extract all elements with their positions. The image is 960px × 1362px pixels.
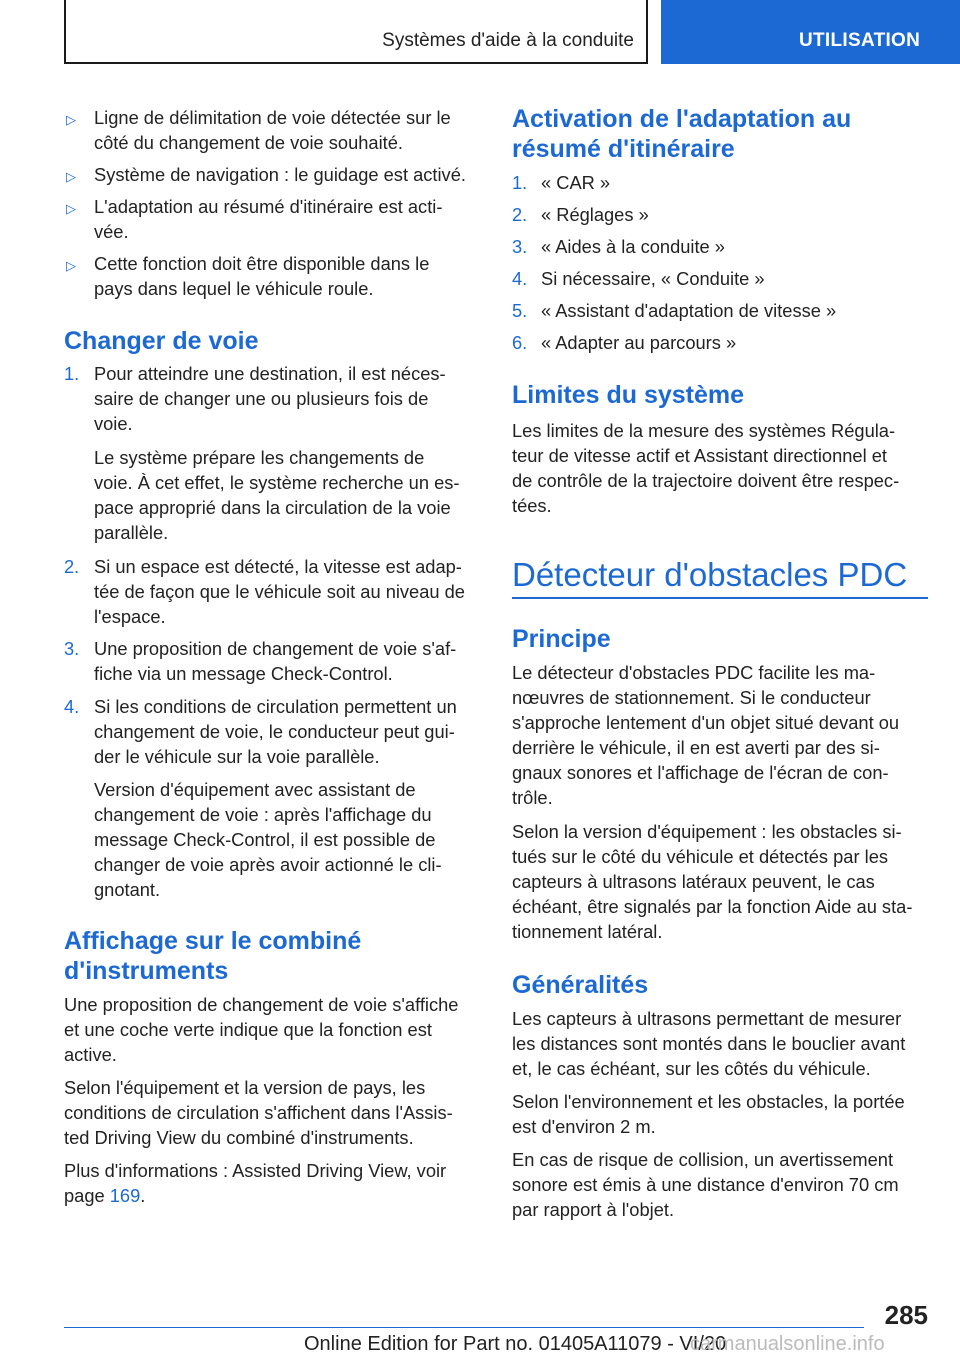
bullet-2-line-1: Système de navigation : le guidage est activé.	[94, 164, 466, 185]
display-p3-suffix: .	[140, 1185, 146, 1206]
step-1-line-3: voie.	[94, 413, 133, 434]
step-1-extra-2: voie. À cet effet, le système recherche un es-	[94, 472, 460, 493]
principle-p1-line-4: derrière le véhicule, il en est averti par des si-	[512, 737, 880, 758]
step-2-line-3: l'espace.	[94, 606, 166, 627]
display-p3-line-2	[64, 1183, 145, 1209]
step-1-extra-1: Le système prépare les changements de	[94, 447, 425, 468]
bullet-triangle-icon: ▷	[66, 112, 76, 127]
limits-heading: Limites du système	[512, 381, 745, 409]
step-number: 4.	[64, 696, 80, 717]
step-number: 2.	[64, 556, 80, 577]
activation-heading-line-2: résumé d'itinéraire	[512, 135, 735, 163]
bullet-3-line-1: L'adaptation au résumé d'itinéraire est acti-	[94, 196, 443, 217]
pdc-chapter-title: Détecteur d'obstacles PDC	[512, 556, 908, 593]
principle-heading: Principe	[512, 625, 611, 653]
bullet-4-line-2: pays dans lequel le véhicule roule.	[94, 278, 374, 299]
display-heading-line-1: Affichage sur le combiné	[64, 927, 362, 955]
activation-step-text: Si nécessaire, « Conduite »	[541, 268, 765, 289]
display-p2-line-1: Selon l'équipement et la version de pays, les	[64, 1077, 426, 1098]
step-2-line-2: tée de façon que le véhicule soit au niveau de	[94, 581, 465, 602]
activation-step-text: « Aides à la conduite »	[541, 236, 725, 257]
edition-footer: Online Edition for Part no. 01405A11079 - VI/20	[304, 1333, 727, 1355]
general-p1-line-1: Les capteurs à ultrasons permettant de mesurer	[512, 1008, 902, 1029]
principle-p2-line-5: tionnement latéral.	[512, 921, 663, 942]
general-heading: Généralités	[512, 971, 649, 999]
activation-heading-line-1: Activation de l'adaptation au	[512, 105, 852, 133]
step-4-extra-1: Version d'équipement avec assistant de	[94, 779, 416, 800]
step-number: 1.	[64, 363, 80, 384]
bullet-triangle-icon: ▷	[66, 258, 76, 273]
limits-line-1: Les limites de la mesure des systèmes Régula-	[512, 420, 896, 441]
step-4-line-3: der le véhicule sur la voie parallèle.	[94, 746, 380, 767]
page-reference-link[interactable]: 169	[109, 1185, 141, 1206]
principle-p2-line-4: échéant, être signalés par la fonction Aide au sta-	[512, 896, 913, 917]
activation-step-text: « Adapter au parcours »	[541, 332, 737, 353]
limits-line-2: teur de vitesse actif et Assistant directionnel et	[512, 445, 887, 466]
step-1-line-2: saire de changer une ou plusieurs fois de	[94, 388, 429, 409]
activation-step-text: « Réglages »	[541, 204, 649, 225]
principle-p1-line-3: s'approche lentement d'un objet situé devant ou	[512, 712, 900, 733]
step-1-extra-3: pace approprié dans la circulation de la voie	[94, 497, 451, 518]
header-section-box	[64, 0, 648, 64]
principle-p2-line-3: capteurs à ultrasons latéraux peuvent, le cas	[512, 871, 875, 892]
bullet-triangle-icon: ▷	[66, 169, 76, 184]
general-p2-line-1: Selon l'environnement et les obstacles, la portée	[512, 1091, 905, 1112]
display-p3-line-1: Plus d'informations : Assisted Driving View, voir	[64, 1160, 447, 1181]
header-chapter-tab[interactable]	[661, 0, 960, 64]
bullet-4-line-1: Cette fonction doit être disponible dans le	[94, 253, 430, 274]
step-1-line-1: Pour atteindre une destination, il est néces-	[94, 363, 446, 384]
step-1-extra-4: parallèle.	[94, 522, 169, 543]
principle-p1-line-5: gnaux sonores et l'affichage de l'écran de con-	[512, 762, 889, 783]
bullet-1-line-2: côté du changement de voie souhaité.	[94, 132, 403, 153]
bullet-triangle-icon: ▷	[66, 201, 76, 216]
general-p3-line-3: par rapport à l'objet.	[512, 1199, 675, 1220]
step-4-extra-4: changer de voie après avoir actionné le cli-	[94, 854, 442, 875]
activation-step-number: 5.	[512, 300, 528, 321]
header-section-title: Systèmes d'aide à la conduite	[382, 30, 634, 51]
principle-p2-line-1: Selon la version d'équipement : les obstacles si-	[512, 821, 902, 842]
activation-step-number: 2.	[512, 204, 528, 225]
page-number: 285	[884, 1300, 928, 1330]
chapter-title-rule	[512, 597, 928, 599]
watermark: carmanualsonline.info	[690, 1333, 885, 1355]
activation-step-text: « CAR »	[541, 172, 611, 193]
display-p3-prefix: page	[64, 1185, 110, 1206]
display-p1-line-2: et une coche verte indique que la fonction est	[64, 1019, 432, 1040]
principle-p2-line-2: tués sur le côté du véhicule et détectés par les	[512, 846, 888, 867]
display-p1-line-3: active.	[64, 1044, 117, 1065]
principle-p1-line-1: Le détecteur d'obstacles PDC facilite les ma-	[512, 662, 876, 683]
step-4-extra-5: gnotant.	[94, 879, 161, 900]
general-p3-line-1: En cas de risque de collision, un avertissement	[512, 1149, 894, 1170]
step-number: 3.	[64, 638, 80, 659]
general-p2-line-2: est d'environ 2 m.	[512, 1116, 656, 1137]
activation-step-number: 4.	[512, 268, 528, 289]
step-3-line-1: Une proposition de changement de voie s'af-	[94, 638, 457, 659]
limits-line-4: tées.	[512, 495, 552, 516]
step-2-line-1: Si un espace est détecté, la vitesse est adap-	[94, 556, 462, 577]
bullet-3-line-2: vée.	[94, 221, 129, 242]
lane-change-heading: Changer de voie	[64, 327, 259, 355]
activation-step-text: « Assistant d'adaptation de vitesse »	[541, 300, 837, 321]
footer-rule	[64, 1327, 864, 1328]
limits-line-3: de contrôle de la trajectoire doivent être respec-	[512, 470, 900, 491]
general-p1-line-2: les distances sont montés dans le bouclier avant	[512, 1033, 906, 1054]
step-4-extra-3: message Check-Control, il est possible de	[94, 829, 436, 850]
display-p1-line-1: Une proposition de changement de voie s'affiche	[64, 994, 459, 1015]
step-4-extra-2: changement de voie : après l'affichage du	[94, 804, 432, 825]
display-p2-line-2: conditions de circulation s'affichent dans l'Assis-	[64, 1102, 453, 1123]
principle-p1-line-2: nœuvres de stationnement. Si le conducteur	[512, 687, 871, 708]
header-chapter-title: UTILISATION	[799, 30, 921, 51]
display-heading-line-2: d'instruments	[64, 957, 229, 985]
activation-step-number: 1.	[512, 172, 528, 193]
principle-p1-line-6: trôle.	[512, 787, 553, 808]
general-p1-line-3: et, le cas échéant, sur les côtés du véhicule.	[512, 1058, 871, 1079]
general-p3-line-2: sonore est émis à une distance d'environ 70 cm	[512, 1174, 899, 1195]
step-4-line-2: changement de voie, le conducteur peut gui-	[94, 721, 455, 742]
step-4-line-1: Si les conditions de circulation permettent un	[94, 696, 457, 717]
activation-step-number: 3.	[512, 236, 528, 257]
activation-step-number: 6.	[512, 332, 528, 353]
display-p2-line-3: ted Driving View du combiné d'instruments.	[64, 1127, 414, 1148]
step-3-line-2: fiche via un message Check-Control.	[94, 663, 393, 684]
bullet-1-line-1: Ligne de délimitation de voie détectée sur le	[94, 107, 451, 128]
